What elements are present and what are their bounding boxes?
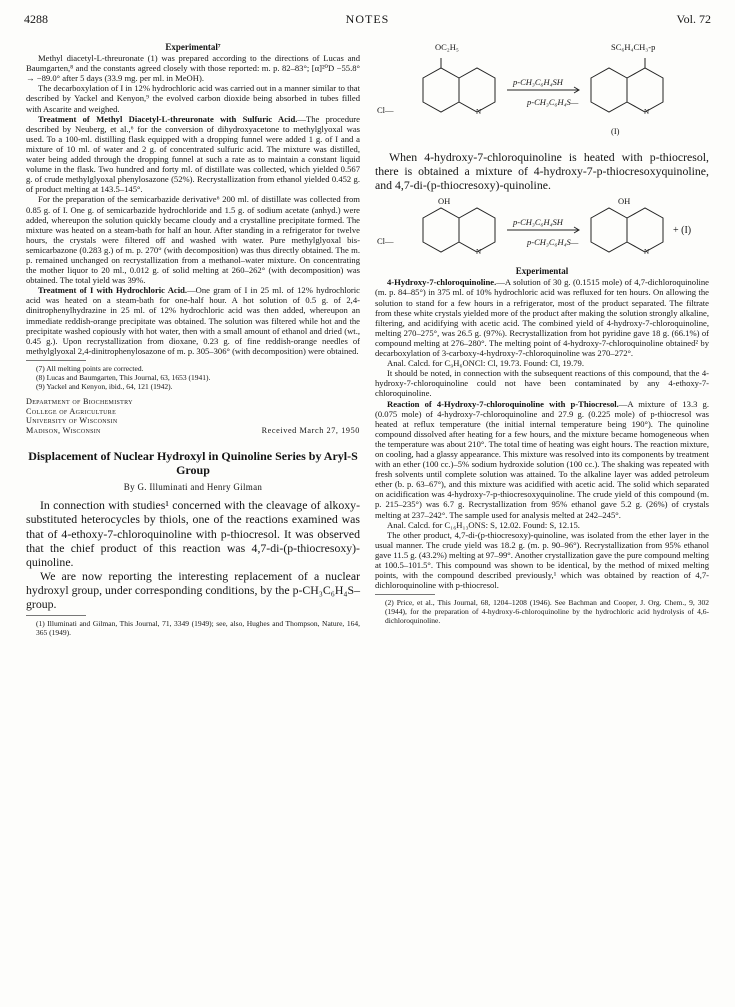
page-number: 4288 <box>24 12 48 26</box>
reaction-scheme-1 <box>375 42 709 150</box>
article-title: Displacement of Nuclear Hydroxyl in Quinoline Series by Aryl-S Group <box>28 449 358 478</box>
right-column <box>375 42 709 625</box>
arrow-sub-label: p-CH₃C₆H₄S— <box>527 237 579 248</box>
address-line: Department of Biochemistry <box>26 396 133 406</box>
paragraph: In connection with studies¹ concerned with the cleavage of alkoxy-substituted heterocycles by thiols, one of the reactions examined was that of 4-ethoxy-7-chloroquinoline with p-thiocresol. It was observed that the chief product of this reaction was 4,7-di-(p-thiocresoxy)-quinoline. <box>26 498 360 569</box>
substituent-label: OH <box>438 196 451 207</box>
ring-nitrogen: N <box>644 248 650 257</box>
footnote-rule <box>375 594 435 595</box>
footnote: (8) Lucas and Baumgarten, This Journal, 63, 1653 (1941). <box>36 372 211 382</box>
chloro-label: Cl— <box>377 105 394 115</box>
reagent-label: p-CH₃C₆H₄SH <box>513 217 563 228</box>
article-authors: By G. Illuminati and Henry Gilman <box>123 482 263 493</box>
experimental-heading-left: Experimental⁷ <box>165 42 221 52</box>
arrow-sub-label: p-CH₃C₆H₄S— <box>527 97 579 107</box>
paragraph-body: —The procedure described by Neuberg, et al.,⁶ for the conversion of dihydroxyacetone to methylglyoxal was used. To a 100-ml. distilling flask equipped with a dropping funnel were added 1 g. of I and a mixture of 10 ml. of water and 2 g. of concentrated sulfuric acid. The mixture was distilled, water being added through the dropping funnel at such a rate as to maintain a constant liquid volume in the flask. Two hundred and forty ml. of distillate was collected, which yielded 0.567 g. of crude methylglyoxal phenylosazone (52%). Recrystallization from ethanol yielded 0.452 g. of product melting at 143.5–145°. <box>26 113 360 195</box>
compound-label: (I) <box>611 126 620 136</box>
footnote: (2) Price, et al., This Journal, 68, 1204–1208 (1946). See Bachman and Cooper, J. Org. Chem., 9, 302 (1944), for the preparation of 4-hydroxy-6-chloroquinoline by the hydrochloric acid hydrolysis of 4,6-dichloroquinoline. <box>385 598 709 626</box>
paragraph: Methyl diacetyl-L-threuronate (1) was prepared according to the directions of Lucas and Baumgarten,⁸ and the constants agreed closely with those reported: m. p. 82–83°; [α]²⁰D −55.8° → −89.0° after 5 days (33.9 mg. per ml. in MeOH). <box>26 53 360 84</box>
substituent-label: SC₆H₄CH₃-p <box>611 42 656 52</box>
run-in-heading: Treatment of Methyl Diacetyl-L-threuronate with Sulfuric Acid. <box>38 113 298 124</box>
paragraph-body: —A solution of 30 g. (0.1515 mole) of 4,7-dichloroquinoline (m. p. 84–85°) in 375 ml. of 10% hydrochloric acid was refluxed for ten hours. On allowing the solution to stand for a few hours in a refrigerator, most of the product separated. The filtrate from these white crystals yielded more of the product after making the solution strongly alkaline, filtering, and acidifying with acetic acid. The combined yield of 4-hydroxy-7-chloroquinoline, melting 270–275°, was 26.5 g. (97%). Recrystallization from hot pyridine gave 18 g. (66.1%) of compound melting at 276–280°. The melting point of 4-hydroxy-7-chloroquinoline obtained² by decarboxylation of 3-carboxy-4-hydroxy-7-chloroquinoline was 270–272°. <box>375 277 709 359</box>
journal-section: NOTES <box>345 12 390 26</box>
chloro-label: Cl— <box>377 236 394 247</box>
analysis-line: Anal. Calcd. for C₁₆H₁₃ONS: S, 12.02. Found: S, 12.15. <box>387 519 580 530</box>
ring-nitrogen: N <box>476 248 482 257</box>
address-line: College of Agriculture <box>26 406 117 416</box>
reaction-scheme-2 <box>375 192 709 266</box>
plus-product-label: + (I) <box>673 225 692 237</box>
paragraph: The other product, 4,7-di-(p-thiocresoxy)-quinoline, was isolated from the ether layer in the usual manner. The crude yield was 18.2 g. (m. p. 90–96°). Recrystallization from 95% ethanol gave 11.5 g. (43.2%) melting at 97–99°. Another crystallization gave the pure compound melting at 100.5–101.5°. This compound was shown to be identical, by the method of mixed melting points, with the compound described previously,¹ which was obtained by reaction of 4,7-dichloroquinoline with p-thiocresol. <box>375 529 709 591</box>
experimental-heading-right: Experimental <box>515 266 569 277</box>
lead-text <box>375 150 709 192</box>
received-date: Received March 27, 1950 <box>261 425 360 435</box>
paragraph: When 4-hydroxy-7-chloroquinoline is heated with p-thiocresol, there is obtained a mixture of 4-hydroxy-7-p-thiocresoxyquinoline, and 4,7-di-(p-thiocresoxy)-quinoline. <box>375 150 709 193</box>
paragraph: It should be noted, in connection with the subsequent reactions of this compound, that the 4-hydroxy-7-chloroquinoline could not have been contaminated by any 4-ethoxy-7-chloroquinoline. <box>375 368 709 399</box>
ring-nitrogen: N <box>644 108 650 116</box>
quinoline-structure-drawing <box>375 192 709 266</box>
address-line: University of Wisconsin <box>26 416 118 426</box>
intro-text <box>26 498 360 611</box>
run-in-heading: 4-Hydroxy-7-chloroquinoline. <box>387 277 497 288</box>
footnote: (9) Yackel and Kenyon, ibid., 64, 121 (1942). <box>36 381 173 391</box>
paragraph-body: —A mixture of 13.3 g. (0.075 mole) of 4-hydroxy-7-chloroquinoline and 27.9 g. (0.225 mole) of p-thiocresol was heated at reflux temperature (the initial internal temperature being 190°). The quinoline compound dissolved after heating for a few hours, and the mixture became homogeneous when the temperature was about 210°. The total time of heating was eight hours. The reaction mixture, on cooling, had a glassy appearance. This mixture was resolved into its components by treatment with an ether (100 cc.)–5% sodium hydroxide solution (100 cc.). The shaking was repeated with fresh solvents until complete solution was attained. To the alkaline layer was added petroleum ether (b. p. 63–67°), and this mixture was acidified with acetic acid. The solid which separated on acidification was 4-hydroxy-7-p-thiocresoxyquinoline. The crude yield of this compound (m. p. 215–235°) was 6.7 g. Recrystallization from 95% ethanol gave 5.2 g. (26%) of crystals melting at 237–242°. The sample used for analysis melted at 242–245°. <box>375 398 709 520</box>
address-line <box>26 426 360 436</box>
left-column <box>26 42 360 637</box>
quinoline-structure-drawing <box>375 42 709 150</box>
paragraph <box>375 277 709 358</box>
reagent-label: p-CH₃C₆H₄SH <box>513 77 563 87</box>
paragraph: We are now reporting the interesting replacement of a nuclear hydroxyl group, under corresponding conditions, by the p-CH₃C₆H₄S– group. <box>26 568 360 612</box>
ring-nitrogen: N <box>476 108 482 116</box>
footnote: (1) Illuminati and Gilman, This Journal, 71, 3349 (1949); see, also, Hughes and Thompson, Nature, 164, 365 (1949). <box>36 619 360 638</box>
paragraph: For the preparation of the semicarbazide derivative⁶ 200 ml. of distillate was collected from 0.85 g. of I. One g. of semicarbazide hydrochloride and 1.5 g. of sodium acetate (anhyd.) were added, whereupon the solution quickly became cloudy and a crystalline precipitate formed. The mixture was heated on a steam-bath for half an hour. After standing in a refrigerator for twelve hours, the crystals were filtered off and washed with water. Pure methylglyoxal bis-semicarbazone (0.283 g.) of m. p. 270° (with decomposition) was thus directly obtained. The m. p. remained unchanged on recrystallization from a methanol–water mixture. On concentrating the mother liquor to 20 ml., 0.012 g. of solid melting at 260–262° (with decomposition) was obtained. The total yield was 39%. <box>26 194 360 286</box>
paragraph-body: —One gram of I in 25 ml. of 12% hydrochloric acid was heated on a steam-bath for one-half hour. A hot solution of 0.5 g. of 2,4-dinitrophenylhydrazine in 25 ml. of 12% hydrochloric acid was then added, whereupon an immediate reddish-orange precipitate was obtained. The solution was filtered while hot and the precipitate washed copiously with hot water, then with a small amount of ethanol and dried (wt., 0.45 g.). Upon recrystallization from dioxane, 0.23 g. of fine reddish-orange needles of methylglyoxal 2,4-dinitrophenylosazone of m. p. 305–306° (with decomposition) were obtained. <box>26 285 360 356</box>
run-in-heading: Treatment of I with Hydrochloric Acid. <box>38 285 188 296</box>
paragraph <box>26 285 360 356</box>
paragraph: The decarboxylation of I in 12% hydrochloric acid was carried out in a manner similar to that described by Yackel and Kenyon,⁹ the evolved carbon dioxide being absorbed in tubes filled with Ascarite and weighed. <box>26 83 360 114</box>
footnote-rule <box>26 615 86 616</box>
paragraph <box>26 114 360 195</box>
run-in-heading: Reaction of 4-Hydroxy-7-chloroquinoline with p-Thiocresol. <box>387 398 619 409</box>
footnote-rule <box>26 360 86 361</box>
footnote: (7) All melting points are corrected. <box>36 363 144 373</box>
page-header <box>24 12 711 28</box>
volume-label: Vol. 72 <box>676 12 711 26</box>
substituent-label: OH <box>618 196 631 207</box>
substituent-label: OC₂H₅ <box>435 42 459 52</box>
analysis-line: Anal. Calcd. for C₉H₆ONCl: Cl, 19.73. Found: Cl, 19.79. <box>387 358 584 369</box>
paragraph <box>375 399 709 520</box>
address-city: Madison, Wisconsin <box>26 425 101 435</box>
